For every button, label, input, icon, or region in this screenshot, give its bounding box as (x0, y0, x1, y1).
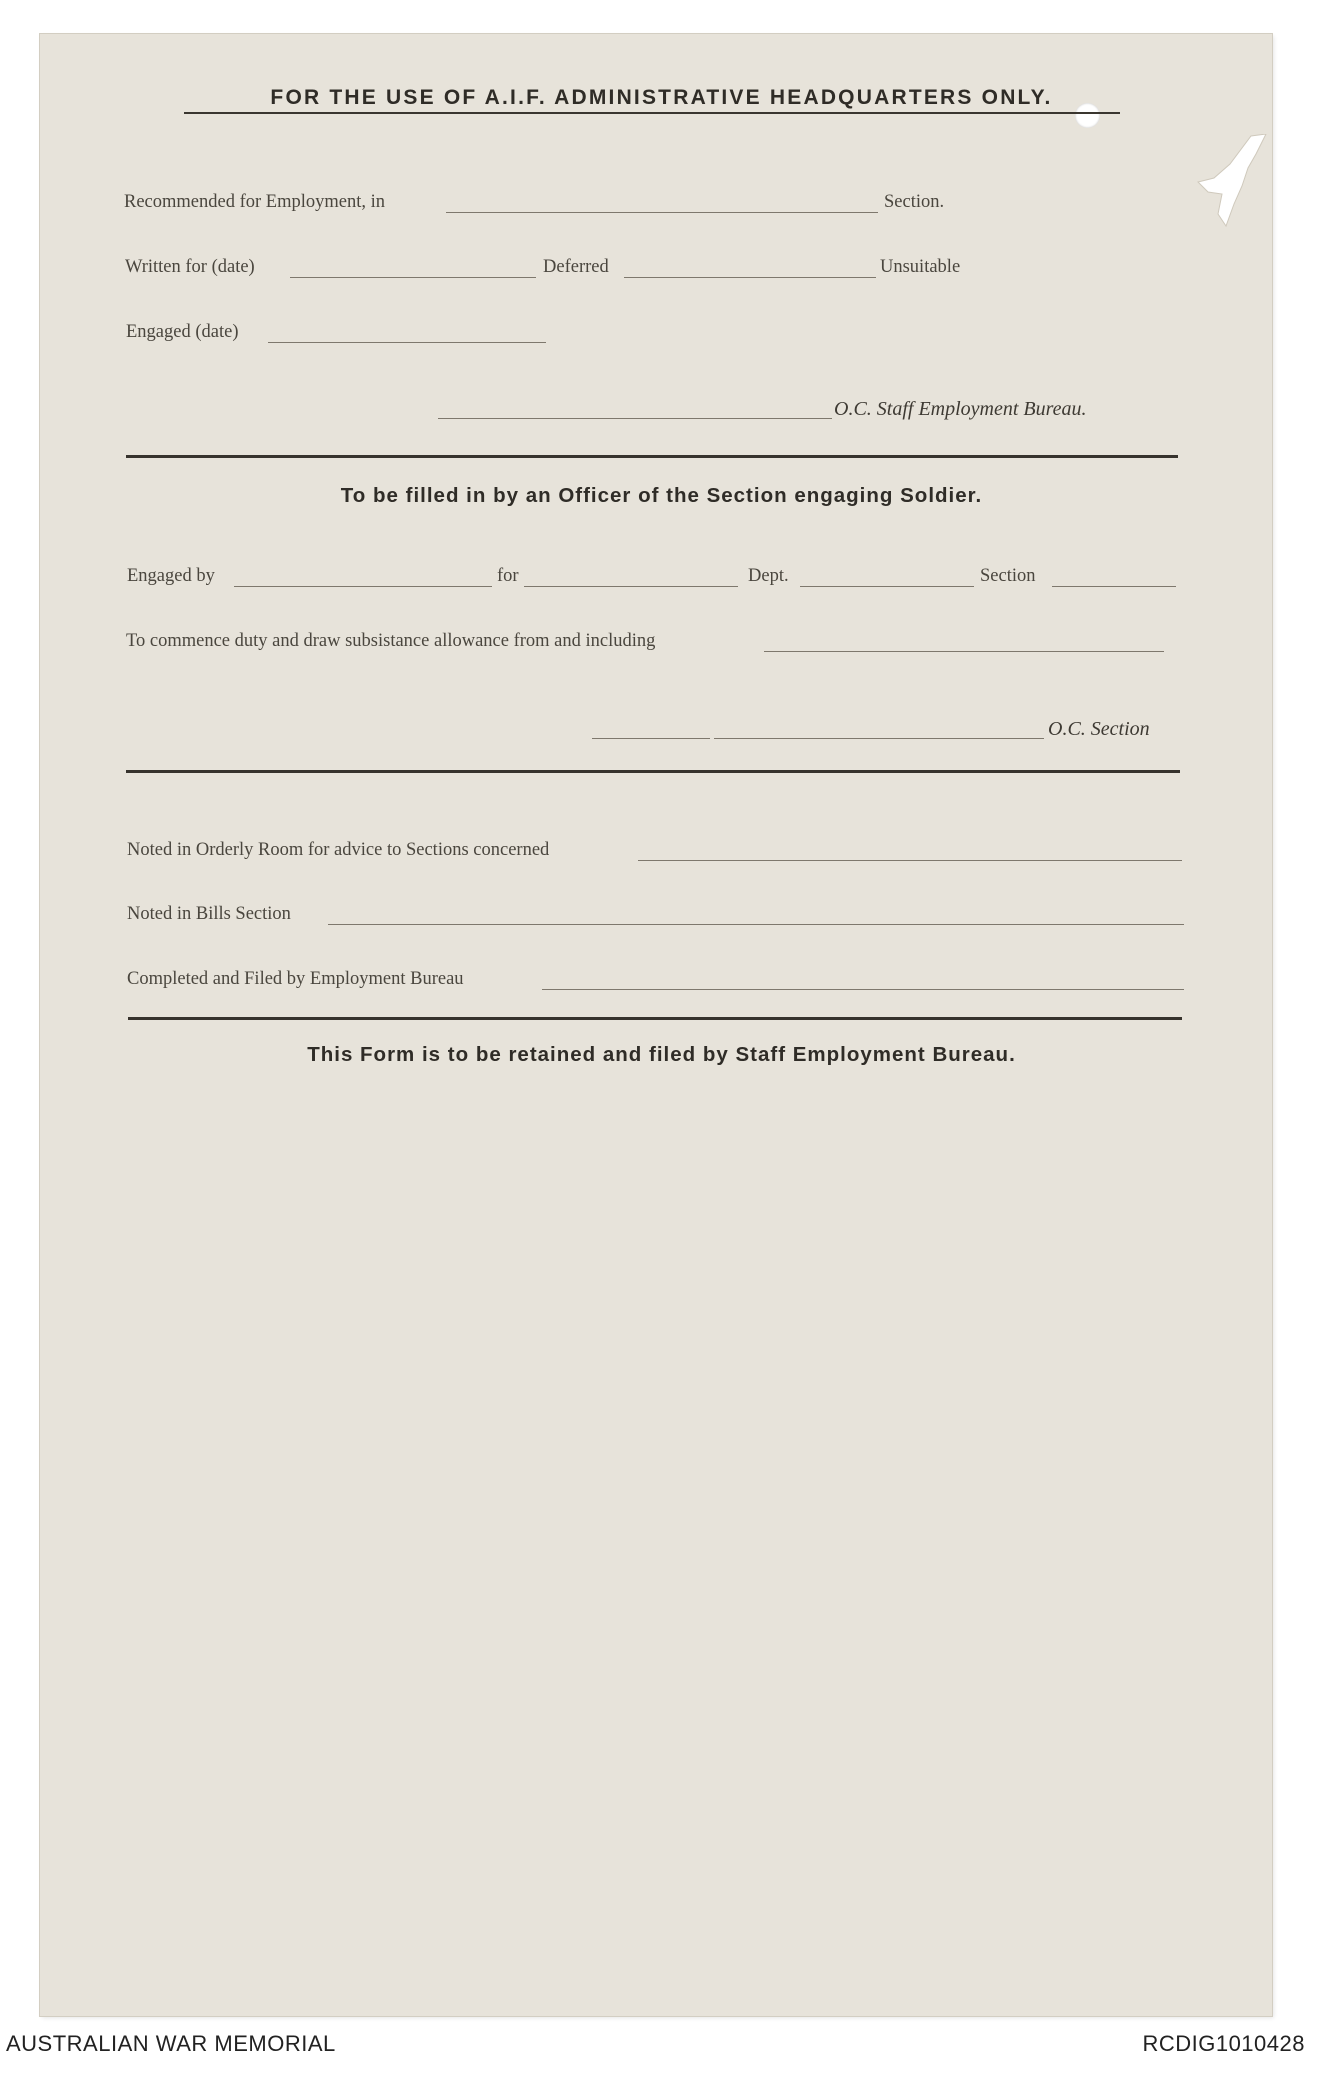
section-label: Section (980, 566, 1036, 586)
header-underline (184, 112, 1120, 114)
bills-label: Noted in Bills Section (127, 904, 291, 924)
oc-section-signature-label: O.C. Section (1048, 718, 1150, 740)
written-date-line (290, 277, 536, 278)
oc-section-line-b (714, 738, 1044, 739)
engaged-by-label: Engaged by (127, 566, 215, 586)
completed-label: Completed and Filed by Employment Bureau (127, 969, 464, 989)
engaged-by-line (234, 586, 492, 587)
torn-corner (1196, 134, 1268, 230)
commence-line (764, 651, 1164, 652)
recommended-suffix: Section. (884, 192, 945, 212)
engaged-date-label: Engaged (date) (126, 322, 239, 342)
staff-bureau-signature-line (438, 418, 832, 419)
deferred-line (624, 277, 876, 278)
for-label: for (497, 566, 519, 586)
oc-section-line-a (592, 738, 710, 739)
bills-line (328, 924, 1184, 925)
completed-line (542, 989, 1184, 990)
section-line (1052, 586, 1176, 587)
written-label: Written for (date) (125, 257, 255, 277)
unsuitable-label: Unsuitable (880, 257, 961, 277)
watermark-left: AUSTRALIAN WAR MEMORIAL (6, 2031, 336, 2056)
for-line (524, 586, 738, 587)
deferred-label: Deferred (543, 257, 609, 277)
commence-label: To commence duty and draw subsistance allowance from and including (126, 631, 656, 651)
staff-bureau-signature-label: O.C. Staff Employment Bureau. (834, 398, 1087, 420)
section-divider-2 (126, 770, 1180, 773)
dept-label: Dept. (748, 566, 789, 586)
recommended-label: Recommended for Employment, in (124, 192, 385, 212)
orderly-room-label: Noted in Orderly Room for advice to Sections concerned (127, 840, 550, 860)
engaged-date-line (268, 342, 546, 343)
orderly-room-line (638, 860, 1182, 861)
section2-heading: To be filled in by an Officer of the Section engaging Soldier. (340, 484, 983, 507)
header-title: FOR THE USE OF A.I.F. ADMINISTRATIVE HEADQUARTERS ONLY. (270, 86, 1053, 109)
recommended-line (446, 212, 878, 213)
footer-note: This Form is to be retained and filed by Staff Employment Bureau. (307, 1043, 1016, 1066)
section-divider-3 (128, 1017, 1182, 1020)
watermark-right: RCDIG1010428 (1142, 2031, 1305, 2056)
dept-line (800, 586, 974, 587)
section-divider-1 (126, 455, 1178, 458)
